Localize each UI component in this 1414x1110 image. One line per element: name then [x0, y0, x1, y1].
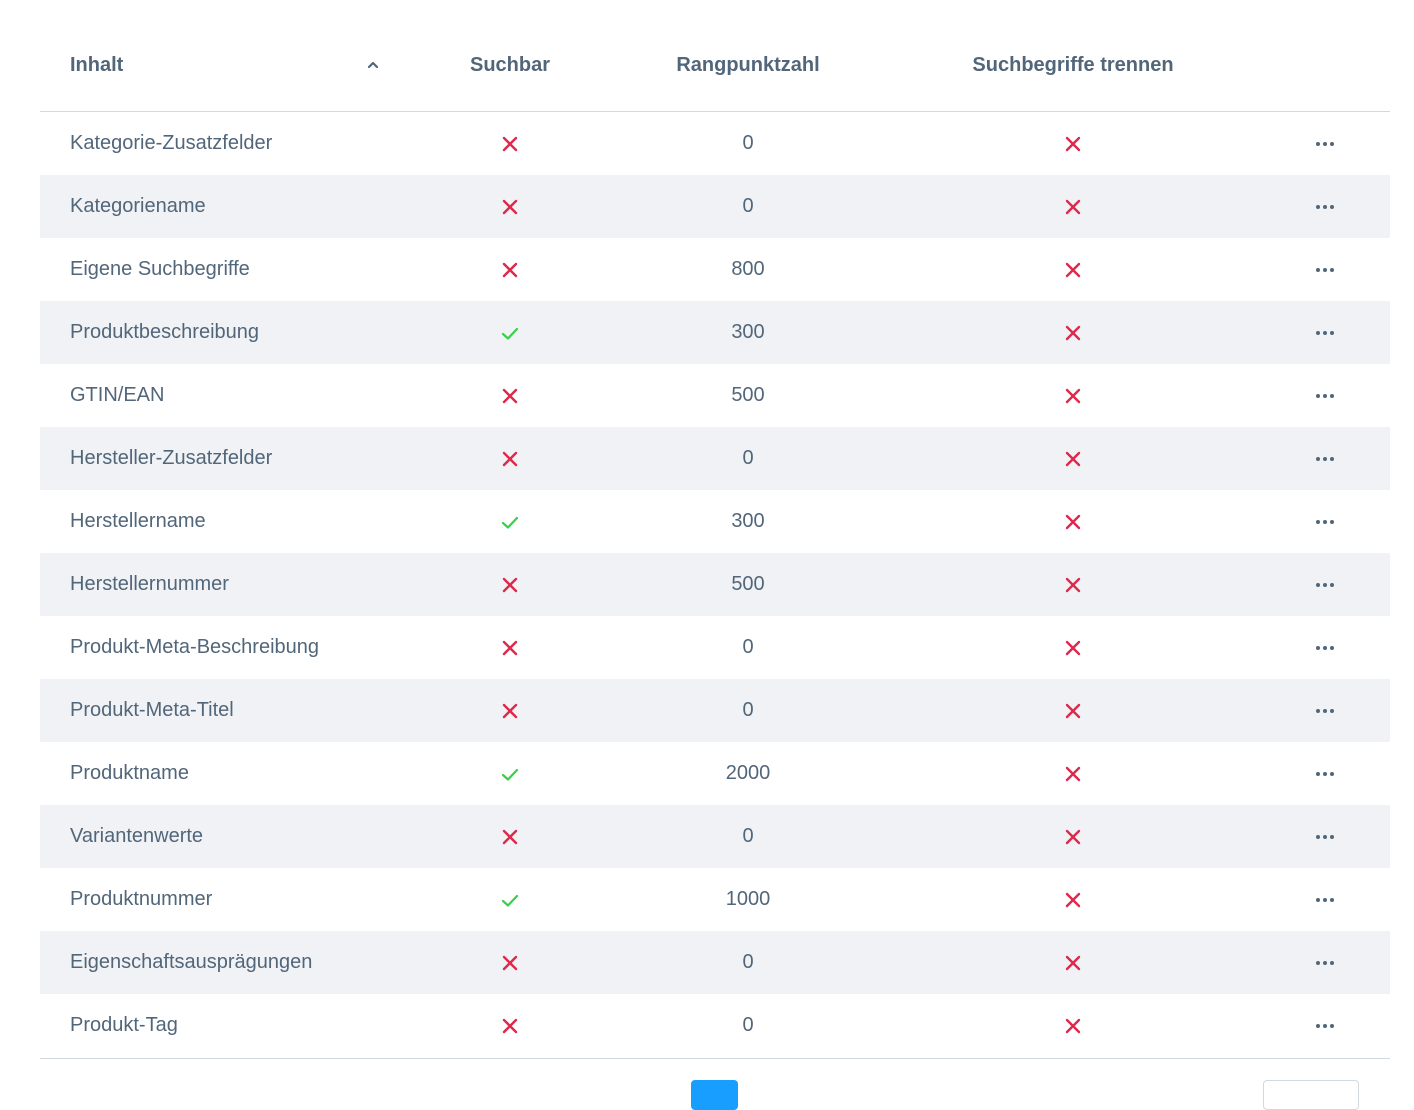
x-icon	[1063, 679, 1083, 742]
row-ranking-value: 0	[742, 699, 754, 721]
table-row	[40, 616, 1390, 679]
x-icon	[500, 112, 520, 175]
table-row	[40, 553, 1390, 616]
x-icon	[500, 427, 520, 490]
table-row	[40, 301, 1390, 364]
checkmark-icon	[500, 868, 520, 931]
row-content-name: Produkt-Meta-Beschreibung	[70, 636, 320, 658]
column-header-searchable[interactable]: Suchbar	[469, 54, 551, 76]
more-dots-icon[interactable]	[1308, 490, 1342, 553]
row-ranking-value: 300	[731, 510, 765, 532]
more-dots-icon[interactable]	[1308, 238, 1342, 301]
more-dots-icon[interactable]	[1308, 679, 1342, 742]
row-content-name: Variantenwerte	[70, 825, 204, 847]
row-ranking-value: 1000	[725, 888, 771, 910]
x-icon	[500, 805, 520, 868]
table-row	[40, 490, 1390, 553]
column-header-content[interactable]: Inhalt	[70, 54, 124, 76]
row-content-name: Hersteller-Zusatzfelder	[70, 447, 273, 469]
x-icon	[500, 364, 520, 427]
x-icon	[1063, 175, 1083, 238]
column-header-ranking[interactable]: Rangpunktzahl	[676, 54, 820, 76]
x-icon	[1063, 427, 1083, 490]
row-ranking-value: 300	[731, 321, 765, 343]
x-icon	[500, 175, 520, 238]
row-ranking-value: 0	[742, 825, 754, 847]
table-body	[40, 112, 1390, 1057]
x-icon	[500, 994, 520, 1057]
row-ranking-value: 0	[742, 951, 754, 973]
more-dots-icon[interactable]	[1308, 931, 1342, 994]
more-dots-icon[interactable]	[1308, 427, 1342, 490]
row-ranking-value: 800	[731, 258, 765, 280]
table-row	[40, 364, 1390, 427]
row-content-name: Eigene Suchbegriffe	[70, 258, 250, 280]
more-dots-icon[interactable]	[1308, 364, 1342, 427]
row-content-name: Kategoriename	[70, 195, 206, 217]
more-dots-icon[interactable]	[1308, 553, 1342, 616]
checkmark-icon	[500, 301, 520, 364]
x-icon	[500, 553, 520, 616]
x-icon	[1063, 364, 1083, 427]
checkmark-icon	[500, 490, 520, 553]
x-icon	[1063, 805, 1083, 868]
table-row	[40, 994, 1390, 1057]
more-dots-icon[interactable]	[1308, 868, 1342, 931]
row-content-name: Produktname	[70, 762, 189, 784]
row-content-name: Produkt-Meta-Titel	[70, 699, 234, 721]
x-icon	[1063, 238, 1083, 301]
row-ranking-value: 0	[742, 1014, 754, 1036]
row-ranking-value: 0	[742, 132, 754, 154]
table-row	[40, 742, 1390, 805]
checkmark-icon	[500, 742, 520, 805]
more-dots-icon[interactable]	[1308, 994, 1342, 1057]
x-icon	[1063, 742, 1083, 805]
x-icon	[500, 238, 520, 301]
table-header	[40, 0, 1390, 112]
row-content-name: GTIN/EAN	[70, 384, 165, 406]
row-content-name: Eigenschaftsausprägungen	[70, 951, 313, 973]
table-row	[40, 175, 1390, 238]
row-content-name: Produktbeschreibung	[70, 321, 260, 343]
row-content-name: Kategorie-Zusatzfelder	[70, 132, 273, 154]
row-ranking-value: 0	[742, 636, 754, 658]
search-config-table	[40, 0, 1390, 1057]
x-icon	[1063, 931, 1083, 994]
x-icon	[500, 616, 520, 679]
row-ranking-value: 500	[731, 384, 765, 406]
row-content-name: Herstellername	[70, 510, 206, 532]
x-icon	[1063, 112, 1083, 175]
table-row	[40, 679, 1390, 742]
x-icon	[1063, 868, 1083, 931]
chevron-up-icon[interactable]	[366, 58, 380, 72]
row-content-name: Produktnummer	[70, 888, 213, 910]
x-icon	[1063, 616, 1083, 679]
table-row	[40, 868, 1390, 931]
column-header-split-terms[interactable]: Suchbegriffe trennen	[972, 54, 1174, 76]
more-dots-icon[interactable]	[1308, 616, 1342, 679]
pagination-current-page-button[interactable]	[691, 1080, 738, 1110]
x-icon	[1063, 490, 1083, 553]
x-icon	[1063, 301, 1083, 364]
more-dots-icon[interactable]	[1308, 742, 1342, 805]
table-row	[40, 238, 1390, 301]
more-dots-icon[interactable]	[1308, 175, 1342, 238]
x-icon	[1063, 553, 1083, 616]
table-row	[40, 931, 1390, 994]
more-dots-icon[interactable]	[1308, 301, 1342, 364]
row-content-name: Herstellernummer	[70, 573, 229, 595]
table-row	[40, 805, 1390, 868]
table-row	[40, 427, 1390, 490]
row-ranking-value: 0	[742, 447, 754, 469]
row-ranking-value: 500	[731, 573, 765, 595]
items-per-page-select[interactable]	[1263, 1080, 1359, 1110]
table-footer-divider	[40, 1058, 1390, 1059]
x-icon	[500, 679, 520, 742]
more-dots-icon[interactable]	[1308, 112, 1342, 175]
more-dots-icon[interactable]	[1308, 805, 1342, 868]
row-content-name: Produkt-Tag	[70, 1014, 178, 1036]
row-ranking-value: 2000	[725, 762, 771, 784]
x-icon	[1063, 994, 1083, 1057]
x-icon	[500, 931, 520, 994]
table-row	[40, 112, 1390, 175]
row-ranking-value: 0	[742, 195, 754, 217]
